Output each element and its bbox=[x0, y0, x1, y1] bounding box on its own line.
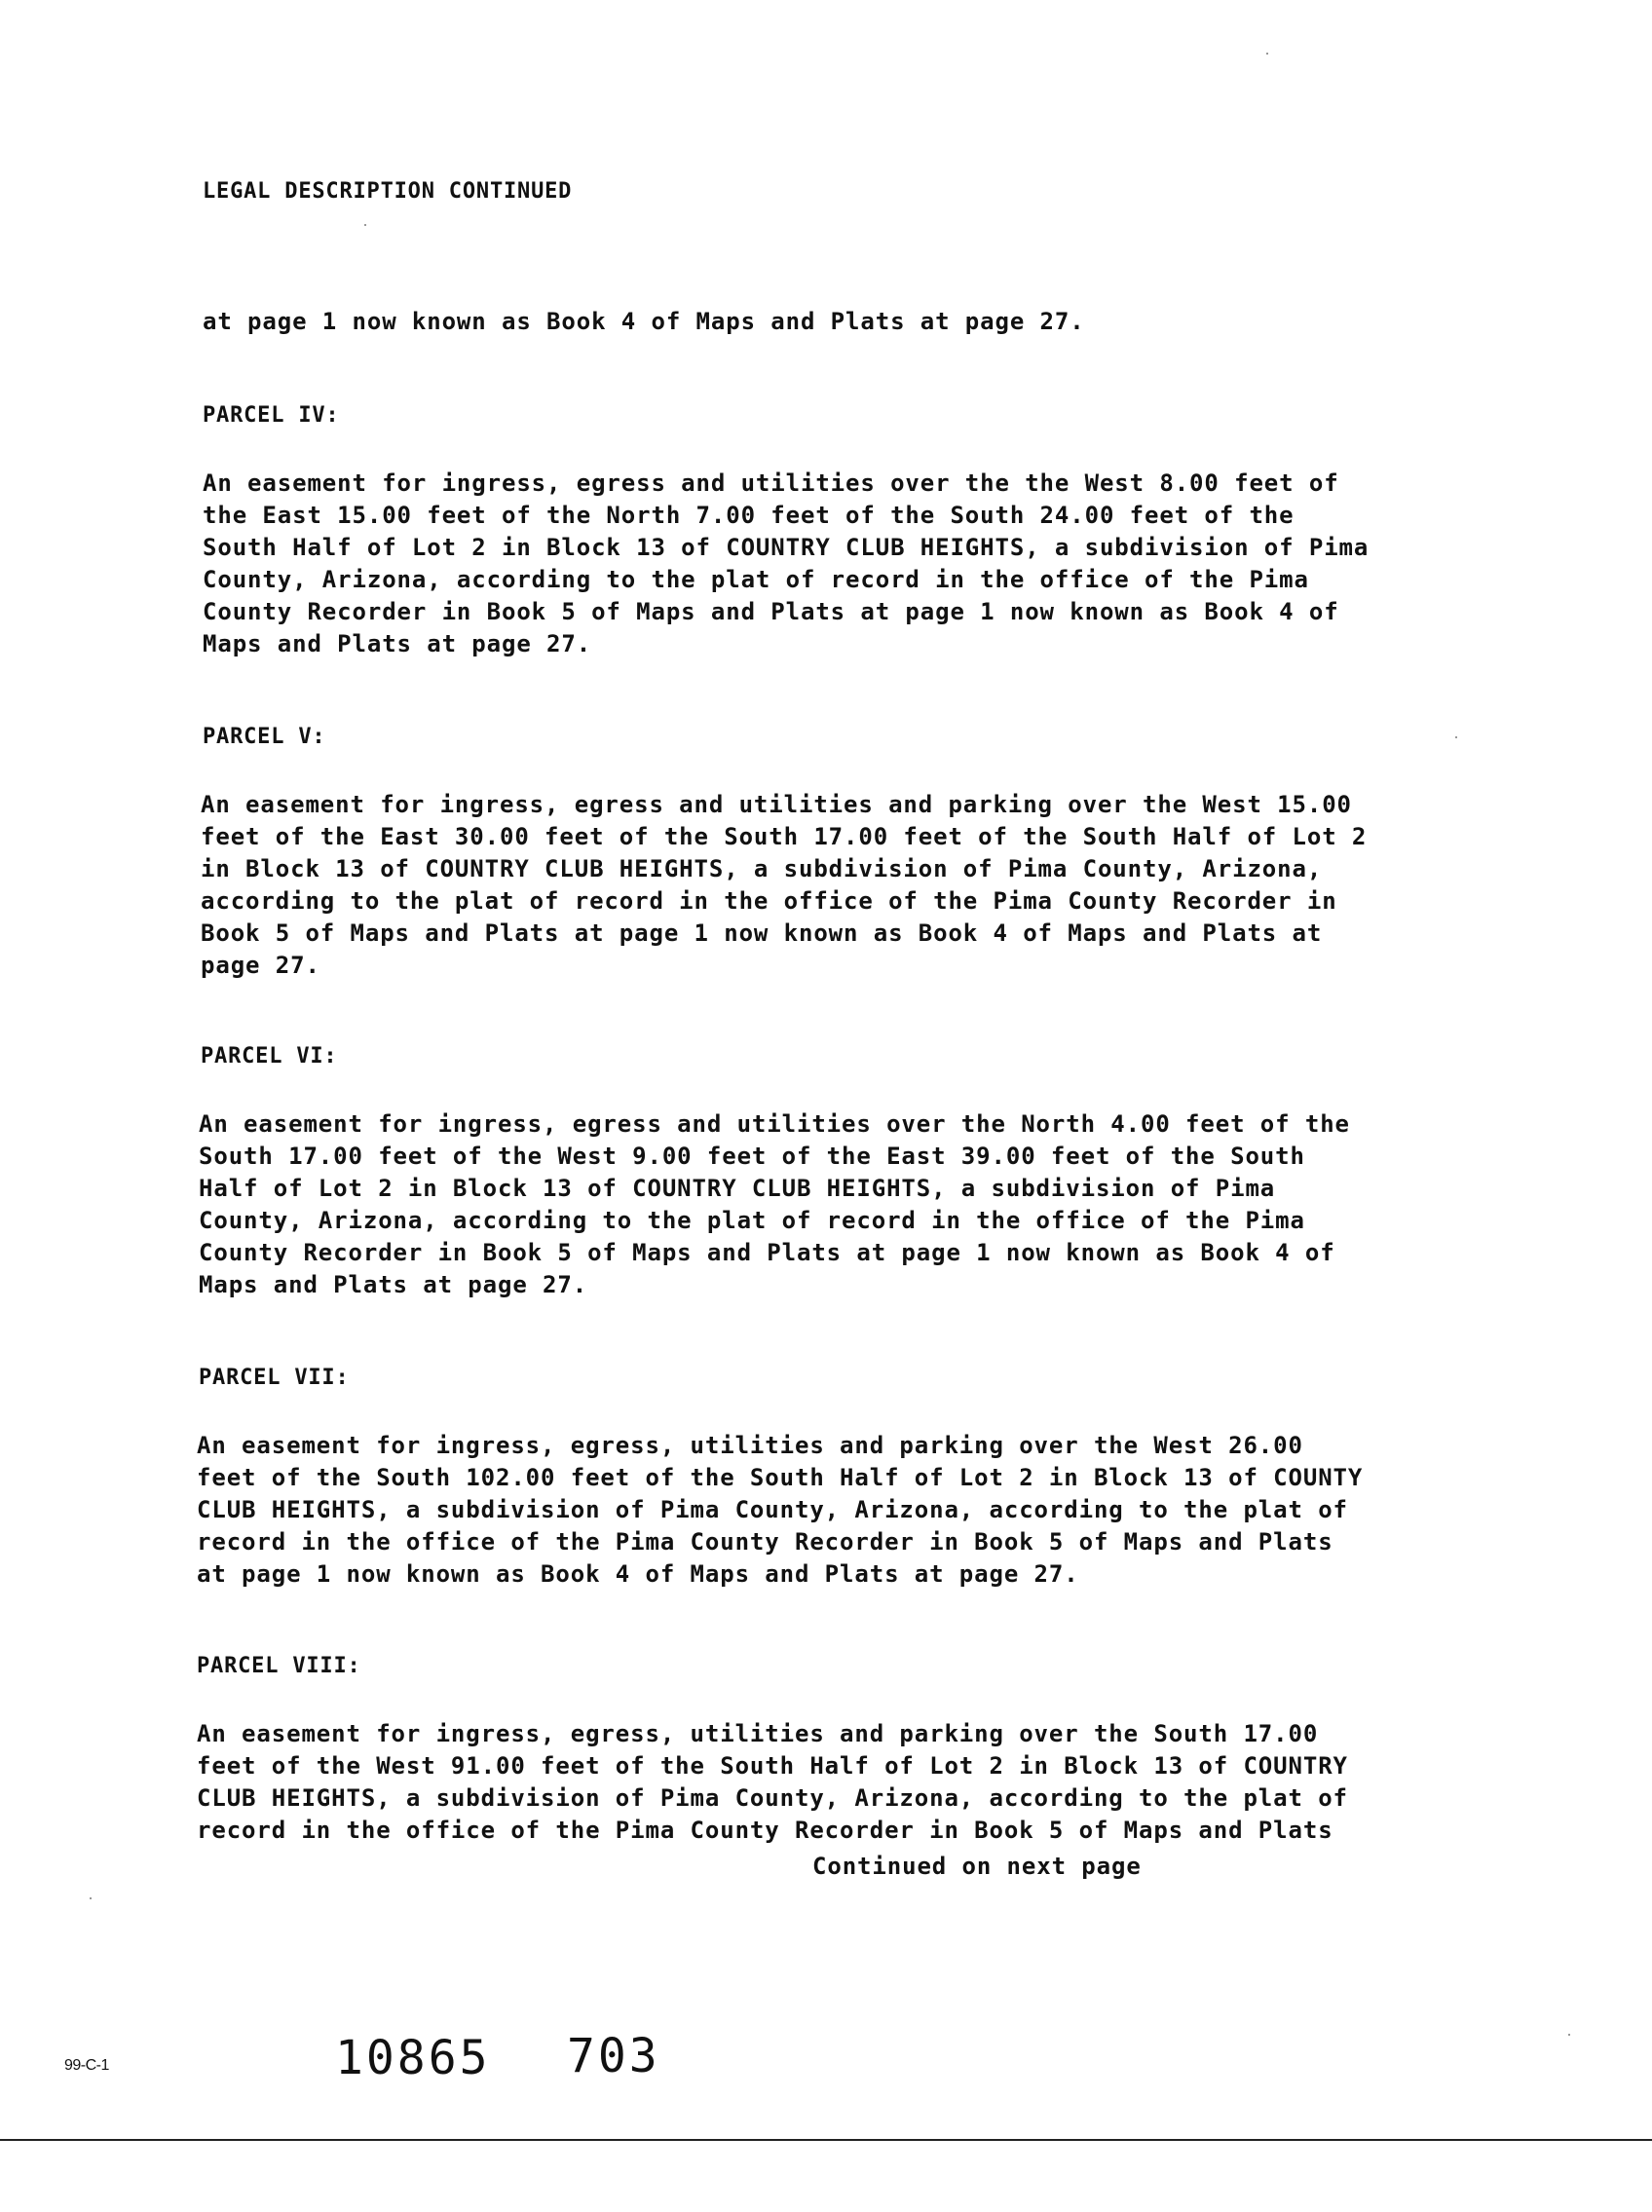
scan-speck bbox=[364, 224, 366, 226]
text-line: An easement for ingress, egress and utilities over the the West 8.00 feet of bbox=[203, 469, 1339, 497]
parcel-vi-heading: PARCEL VI: bbox=[201, 1044, 338, 1069]
document-book-number: 10865 bbox=[335, 2031, 491, 2085]
text-line: CLUB HEIGHTS, a subdivision of Pima County, Arizona, according to the plat of bbox=[197, 1784, 1348, 1812]
parcel-viii-text bbox=[197, 1718, 1652, 1847]
parcel-iv-heading: PARCEL IV: bbox=[203, 403, 340, 428]
text-line: An easement for ingress, egress and utilities and parking over the West 15.00 bbox=[201, 791, 1352, 818]
scan-speck bbox=[1568, 2034, 1570, 2036]
text-line: Book 5 of Maps and Plats at page 1 now known as Book 4 of Maps and Plats at bbox=[201, 919, 1323, 947]
parcel-v-heading: PARCEL V: bbox=[203, 725, 326, 749]
form-code: 99-C-1 bbox=[64, 2057, 109, 2074]
text-line: County, Arizona, according to the plat of record in the office of the Pima bbox=[199, 1207, 1305, 1234]
parcel-v-text bbox=[201, 789, 1652, 982]
text-line: record in the office of the Pima County Recorder in Book 5 of Maps and Plats bbox=[197, 1817, 1333, 1844]
page-title: LEGAL DESCRIPTION CONTINUED bbox=[203, 179, 573, 204]
text-line: in Block 13 of COUNTRY CLUB HEIGHTS, a subdivision of Pima County, Arizona, bbox=[201, 855, 1323, 882]
text-line: the East 15.00 feet of the North 7.00 feet of the South 24.00 feet of the bbox=[203, 502, 1295, 529]
text-line: An easement for ingress, egress, utilities and parking over the South 17.00 bbox=[197, 1720, 1319, 1747]
text-line: South 17.00 feet of the West 9.00 feet of the East 39.00 feet of the South bbox=[199, 1143, 1305, 1170]
text-line: An easement for ingress, egress and utilities over the North 4.00 feet of the bbox=[199, 1110, 1350, 1138]
text-line: Maps and Plats at page 27. bbox=[203, 630, 592, 657]
parcel-vii-heading: PARCEL VII: bbox=[199, 1366, 350, 1390]
text-line: feet of the East 30.00 feet of the South 17.00 feet of the South Half of Lot 2 bbox=[201, 823, 1368, 850]
text-line: Half of Lot 2 in Block 13 of COUNTRY CLUB HEIGHTS, a subdivision of Pima bbox=[199, 1175, 1276, 1202]
text-line: County, Arizona, according to the plat of record in the office of the Pima bbox=[203, 566, 1309, 593]
parcel-iv-text bbox=[203, 468, 1652, 660]
text-line: Maps and Plats at page 27. bbox=[199, 1271, 588, 1298]
text-line: County Recorder in Book 5 of Maps and Plats at page 1 now known as Book 4 of bbox=[199, 1239, 1335, 1266]
text-line: South Half of Lot 2 in Block 13 of COUNTRY CLUB HEIGHTS, a subdivision of Pima bbox=[203, 534, 1370, 561]
parcel-vi-text bbox=[199, 1108, 1652, 1301]
text-line: feet of the South 102.00 feet of the South Half of Lot 2 in Block 13 of COUNTY bbox=[197, 1464, 1364, 1491]
intro-line: at page 1 now known as Book 4 of Maps and Plats at page 27. bbox=[203, 308, 1085, 335]
text-line: at page 1 now known as Book 4 of Maps and Plats at page 27. bbox=[197, 1560, 1079, 1588]
parcel-vii-text bbox=[197, 1430, 1652, 1591]
scan-speck bbox=[90, 1897, 92, 1899]
text-line: record in the office of the Pima County Recorder in Book 5 of Maps and Plats bbox=[197, 1528, 1333, 1556]
scan-speck bbox=[1266, 53, 1268, 55]
bottom-rule bbox=[0, 2139, 1652, 2141]
text-line: page 27. bbox=[201, 952, 320, 979]
text-line: County Recorder in Book 5 of Maps and Plats at page 1 now known as Book 4 of bbox=[203, 598, 1339, 625]
parcel-viii-heading: PARCEL VIII: bbox=[197, 1654, 361, 1678]
text-line: feet of the West 91.00 feet of the South Half of Lot 2 in Block 13 of COUNTRY bbox=[197, 1752, 1348, 1780]
scan-speck bbox=[1455, 736, 1457, 738]
text-line: CLUB HEIGHTS, a subdivision of Pima County, Arizona, according to the plat of bbox=[197, 1496, 1348, 1523]
document-page-number: 703 bbox=[567, 2029, 660, 2083]
text-line: according to the plat of record in the office of the Pima County Recorder in bbox=[201, 887, 1337, 915]
text-line: An easement for ingress, egress, utilities and parking over the West 26.00 bbox=[197, 1432, 1303, 1459]
continued-note: Continued on next page bbox=[812, 1853, 1142, 1880]
